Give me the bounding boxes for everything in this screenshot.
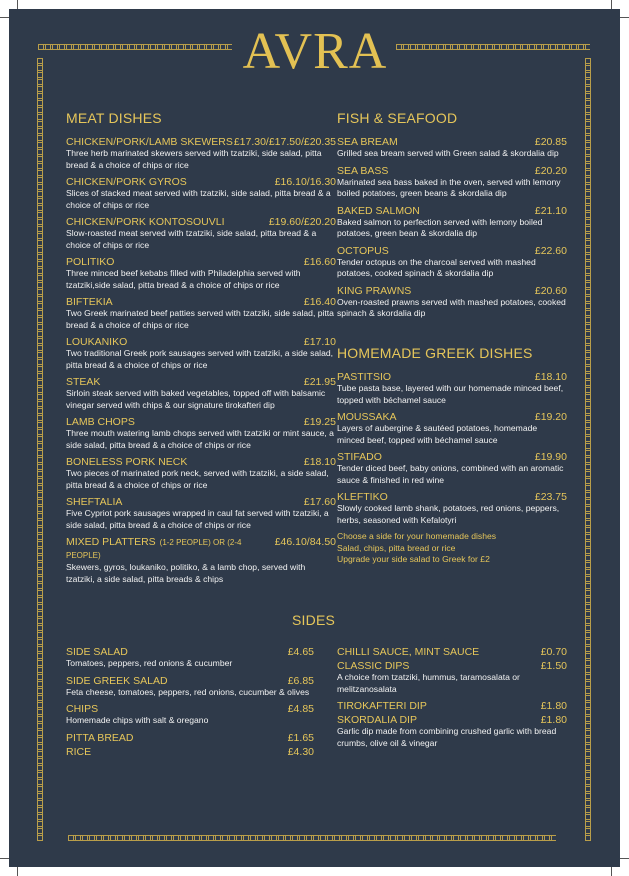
- menu-item: [66, 536, 336, 585]
- menu-item: [337, 136, 567, 160]
- item-note: (1-2 PEOPLE) OR (2-4 PEOPLE): [66, 538, 242, 560]
- item-price: £21.10: [534, 204, 567, 217]
- item-name: PITTA BREAD: [66, 731, 134, 744]
- item-name: CHIPS: [66, 703, 99, 715]
- item-name: SHEFTALIA: [66, 496, 123, 508]
- item-name: LOUKANIKO: [66, 336, 128, 348]
- item-price: £46.10/84.50: [274, 536, 336, 548]
- greek-key-border-right: [585, 58, 591, 841]
- item-name: TIROKAFTERI DIP: [337, 700, 427, 712]
- item-name: BAKED SALMON: [337, 204, 420, 217]
- menu-item-header: [337, 660, 567, 672]
- menu-item-header: [337, 285, 567, 297]
- menu-item: [337, 646, 567, 658]
- menu-item: [337, 411, 567, 446]
- menu-item-header: [66, 732, 314, 744]
- item-price: £19.90: [534, 451, 567, 463]
- item-price: £1.80: [540, 700, 567, 712]
- item-description: Oven-roasted prawns served with mashed potatoes, cooked spinach & skordalia dip: [337, 296, 566, 318]
- item-description: Baked salmon to perfection served with lemony boiled potatoes, green bean & skordalia dip: [337, 216, 543, 238]
- menu-item-header: [337, 700, 567, 712]
- item-name: KLEFTIKO: [337, 491, 388, 503]
- item-description: Three minced beef kebabs filled with Philadelphia served with tzatziki,side salad, pitta bread & a choice of chips or rice: [66, 268, 301, 290]
- menu-item-header: [66, 296, 336, 308]
- item-description: Slices of stacked meat served with tzatziki, side salad, pitta bread & a choice of chips or rice: [66, 188, 331, 210]
- menu-item: [66, 336, 336, 371]
- item-name: STIFADO: [337, 451, 382, 463]
- menu-item-header: [337, 371, 567, 383]
- item-price: £17.60: [303, 496, 336, 508]
- menu-item: [337, 371, 567, 406]
- meat-dishes-section: [66, 110, 336, 590]
- menu-item-header: [66, 416, 336, 428]
- greek-key-border-left: [37, 58, 43, 841]
- item-name: RICE: [66, 745, 92, 758]
- item-description: Feta cheese, tomatoes, peppers, red onions, cucumber & olives: [66, 686, 310, 697]
- menu-item-header: [337, 245, 567, 257]
- section-title-sides: SIDES: [292, 612, 336, 628]
- menu-item: [66, 216, 336, 251]
- menu-item-header: [66, 456, 336, 468]
- item-name: CLASSIC DIPS: [337, 660, 410, 672]
- section-title: HOMEMADE GREEK DISHES: [337, 345, 533, 361]
- side-note: Choose a side for your homemade dishes: [337, 531, 497, 541]
- item-price: £22.60: [534, 244, 567, 257]
- menu-item-header: [337, 165, 567, 177]
- greek-key-border-top-left: [38, 44, 232, 50]
- item-price: £16.60: [303, 256, 336, 268]
- item-name: BONELESS PORK NECK: [66, 456, 188, 468]
- item-price: £16.40: [303, 296, 336, 308]
- item-description: Marinated sea bass baked in the oven, served with lemony boiled potatoes, green beans & skordalia dip: [337, 176, 561, 198]
- menu-item-header: [337, 646, 567, 658]
- menu-item: [337, 285, 567, 320]
- item-price: £19.60/£20.20: [268, 216, 336, 228]
- menu-item-header: [66, 646, 314, 658]
- menu-item-header: [337, 491, 567, 503]
- item-price: £0.70: [540, 646, 567, 658]
- menu-item: [66, 646, 314, 670]
- item-description: Tender diced beef, baby onions, combined with an aromatic sauce & finished in red wine: [337, 463, 564, 485]
- menu-item-header: [66, 136, 336, 148]
- menu-item: [337, 245, 567, 280]
- menu-item: [66, 176, 336, 211]
- item-price: £18.10: [303, 456, 336, 468]
- crop-mark: [0, 17, 9, 18]
- item-description: Two pieces of marinated pork neck, served with tzatziki, a side salad, pitta bread & a choice of chips or rice: [66, 468, 329, 490]
- menu-item-header: [66, 675, 314, 687]
- crop-mark: [620, 858, 629, 859]
- item-description: Homemade chips with salt & oregano: [66, 715, 209, 725]
- menu-item: [66, 675, 314, 699]
- item-description: Sirloin steak served with baked vegetables, topped off with balsamic vinegar served with chips & our signature tirokafteri dip: [66, 388, 326, 410]
- item-name: OCTOPUS: [337, 244, 389, 257]
- item-name: SIDE GREEK SALAD: [66, 674, 168, 687]
- item-description: Tomatoes, peppers, red onions & cucumber: [66, 658, 233, 668]
- item-price: £18.10: [534, 371, 567, 383]
- side-note: Upgrade your side salad to Greek for £2: [337, 554, 490, 564]
- section-title: MEAT DISHES: [66, 110, 162, 126]
- item-description: Skewers, gyros, loukaniko, politiko, & a lamb chop, served with tzatziki, a side salad, pitta breads & chips: [66, 562, 306, 584]
- item-name: PASTITSIO: [337, 371, 392, 383]
- menu-item: [66, 732, 314, 744]
- item-price: £19.20: [534, 411, 567, 423]
- menu-item: [337, 660, 567, 695]
- item-price: £17.30/£17.50/£20.35: [233, 136, 336, 148]
- item-price: £20.20: [534, 164, 567, 177]
- item-price: £23.75: [534, 491, 567, 503]
- item-price: £4.30: [287, 745, 314, 758]
- item-name: SEA BASS: [337, 164, 389, 177]
- menu-item: [337, 714, 567, 749]
- crop-mark: [611, 0, 612, 9]
- item-description: Tube pasta base, layered with our homemade minced beef, topped with béchamel sauce: [337, 383, 564, 405]
- crop-mark: [0, 858, 9, 859]
- item-name: POLITIKO: [66, 256, 115, 268]
- item-price: £1.50: [540, 660, 567, 672]
- menu-item-header: [66, 376, 336, 388]
- item-name: BIFTEKIA: [66, 296, 113, 308]
- item-description: Garlic dip made from combining crushed garlic with bread crumbs, olive oil & vinegar: [337, 726, 557, 748]
- greek-key-border-top-right: [396, 44, 590, 50]
- item-name: STEAK: [66, 376, 101, 388]
- item-name: SIDE SALAD: [66, 646, 128, 658]
- item-description: Two Greek marinated beef patties served with tzatziki, side salad, pitta bread & a choice of chips or rice: [66, 308, 334, 330]
- menu-item-header: [66, 746, 314, 758]
- item-description: Five Cypriot pork sausages wrapped in caul fat served with tzatziki, a side salad, pitta bread & a choice of chips or rice: [66, 508, 329, 530]
- menu-item: [337, 700, 567, 712]
- menu-item-header: [337, 411, 567, 423]
- item-name-wrap: [66, 536, 275, 562]
- menu-item-header: [337, 714, 567, 726]
- menu-item: [66, 746, 314, 758]
- item-price: £19.25: [303, 416, 336, 428]
- item-price: £16.10/16.30: [274, 176, 336, 188]
- side-note: Salad, chips, pitta bread or rice: [337, 542, 456, 553]
- item-name: CHICKEN/PORK GYROS: [66, 176, 187, 188]
- menu-item-header: [66, 256, 336, 268]
- item-description: Grilled sea bream served with Green salad & skordalia dip: [337, 148, 559, 158]
- menu-item: [66, 296, 336, 331]
- item-description: Slow-roasted meat served with tzatziki, side salad, pitta bread & a choice of chips or rice: [66, 228, 317, 250]
- menu-item: [337, 205, 567, 240]
- menu-item: [337, 451, 567, 486]
- menu-item-header: [66, 496, 336, 508]
- menu-item: [66, 256, 336, 291]
- item-name: CHILLI SAUCE, MINT SAUCE: [337, 646, 480, 658]
- menu-item: [337, 491, 567, 526]
- item-description: Two traditional Greek pork sausages served with tzatziki, a side salad, pitta bread & a choice of chips or rice: [66, 348, 334, 370]
- fish-seafood-section: [337, 110, 567, 325]
- menu-item: [66, 496, 336, 531]
- item-name: SEA BREAM: [337, 136, 398, 148]
- item-description: Three herb marinated skewers served with tzatziki, side salad, pitta bread & a choice of chips or rice: [66, 148, 322, 170]
- avra-logo: AVRA: [242, 23, 388, 80]
- crop-mark: [17, 867, 18, 876]
- menu-item: [66, 136, 336, 171]
- menu-item-header: [337, 136, 567, 148]
- item-price: £4.65: [287, 646, 314, 658]
- item-description: Slowly cooked lamb shank, potatoes, red onions, peppers, herbs, seasoned with Kefalotyri: [337, 503, 560, 525]
- item-description: Tender octopus on the charcoal served with mashed potatoes, cooked spinach & skordalia dip: [337, 256, 536, 278]
- menu-item: [66, 703, 314, 727]
- crop-mark: [17, 0, 18, 9]
- menu-item-header: [66, 216, 336, 228]
- item-price: £1.65: [287, 731, 314, 744]
- item-name: LAMB CHOPS: [66, 416, 135, 428]
- section-title: FISH & SEAFOOD: [337, 110, 458, 126]
- menu-item-header: [66, 176, 336, 188]
- item-name: KING PRAWNS: [337, 284, 412, 297]
- sides-left: [66, 646, 314, 760]
- item-description: A choice from tzatziki, hummus, taramosalata or melitzanosalata: [337, 672, 520, 694]
- item-price: £20.85: [534, 136, 567, 148]
- crop-mark: [620, 17, 629, 18]
- crop-mark: [611, 867, 612, 876]
- greek-key-border-bottom: [68, 835, 556, 841]
- item-name: CHICKEN/PORK/LAMB SKEWERS: [66, 136, 233, 148]
- menu-item-header: [66, 703, 314, 715]
- item-name: MIXED PLATTERS: [66, 536, 156, 548]
- menu-item-header: [66, 536, 336, 562]
- item-price: £17.10: [303, 336, 336, 348]
- menu-item-header: [337, 451, 567, 463]
- menu-item: [337, 165, 567, 200]
- item-price: £21.95: [303, 376, 336, 388]
- item-price: £6.85: [287, 674, 314, 687]
- menu-item: [66, 376, 336, 411]
- menu-item-header: [337, 205, 567, 217]
- menu-item-header: [66, 336, 336, 348]
- item-price: £20.60: [534, 284, 567, 297]
- item-name: SKORDALIA DIP: [337, 714, 417, 726]
- item-description: Three mouth watering lamb chops served with tzatziki or mint sauce, a side salad, pitta bread & a choice of chips or rice: [66, 428, 334, 450]
- menu-item: [66, 416, 336, 451]
- homemade-greek-section: [337, 345, 567, 566]
- item-price: £1.80: [540, 714, 567, 726]
- item-price: £4.85: [287, 703, 314, 715]
- menu-item: [66, 456, 336, 491]
- sides-right: [337, 646, 567, 754]
- item-name: MOUSSAKA: [337, 411, 397, 423]
- item-name: CHICKEN/PORK KONTOSOUVLI: [66, 216, 225, 228]
- item-description: Layers of aubergine & sautéed potatoes, homemade minced beef, topped with béchamel sauce: [337, 423, 538, 445]
